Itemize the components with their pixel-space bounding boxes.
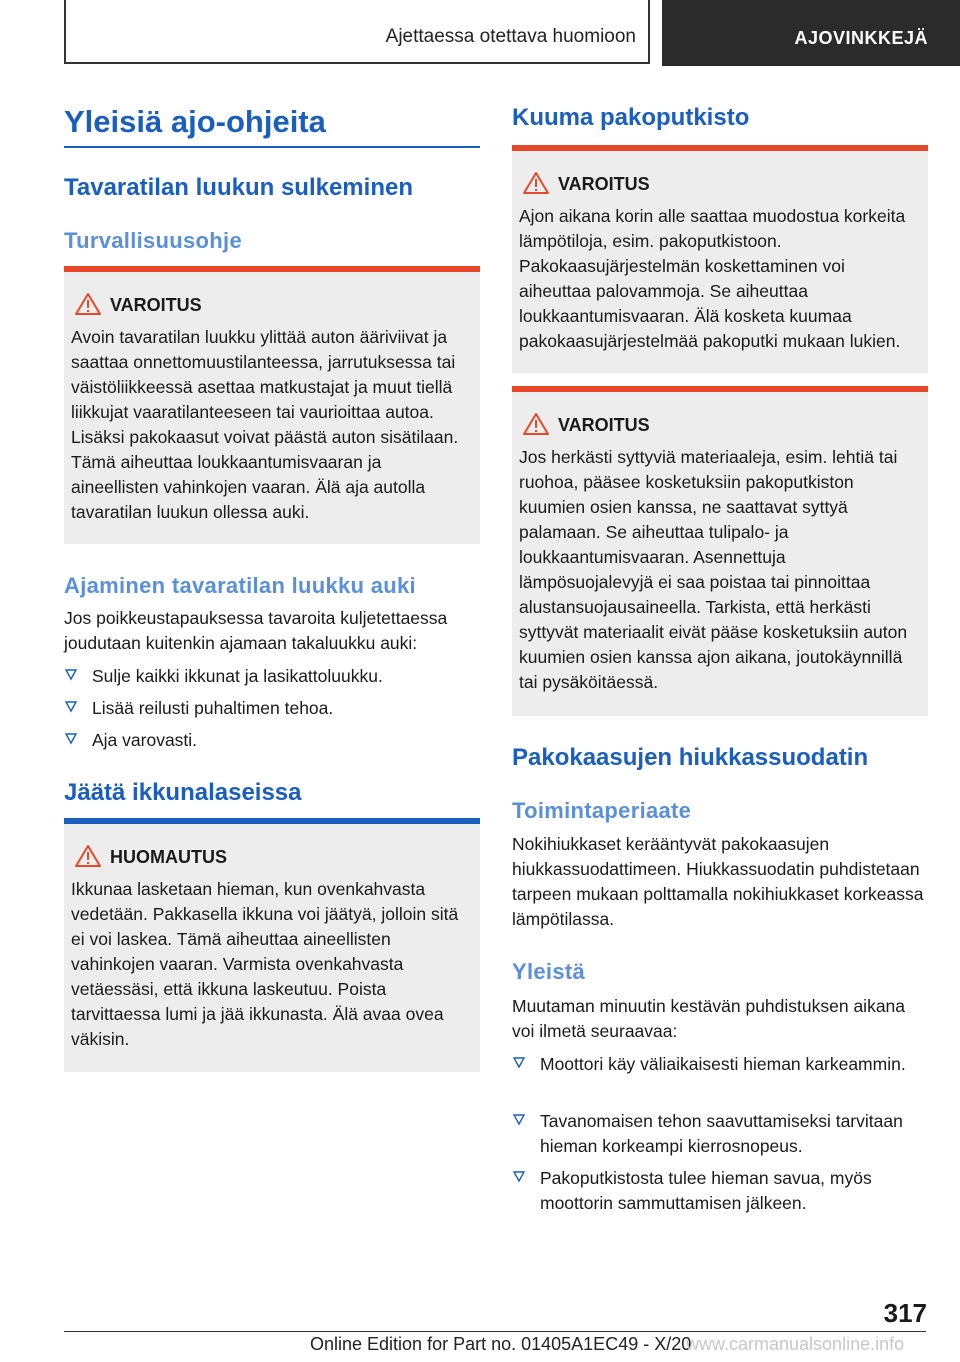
warning-triangle-icon	[74, 292, 102, 316]
triangle-bullet-icon	[512, 1055, 526, 1069]
triangle-bullet-icon	[64, 699, 78, 713]
footer-watermark[interactable]: www.carmanualsonline.info	[686, 1334, 905, 1354]
chapter-title: Ajettaessa otettava huomioon	[385, 26, 636, 47]
open-tailgate-intro: Jos poikkeustapauksessa tavaroita kuljetettaessa joudutaan kuitenkin ajamaan takaluukku auki:	[64, 608, 448, 653]
triangle-bullet-icon	[64, 731, 78, 745]
triangle-bullet-icon	[64, 667, 78, 681]
page-heading: Yleisiä ajo-ohjeita	[64, 104, 326, 139]
notice-bar	[64, 818, 480, 824]
list-item-text: Lisää reilusti puhaltimen tehoa.	[92, 698, 334, 718]
warning-triangle-icon	[522, 412, 550, 436]
section-tab[interactable]	[662, 0, 960, 66]
exhaust-heading: Kuuma pakoputkisto	[512, 104, 750, 131]
warning-title: VAROITUS	[558, 174, 650, 194]
heading-rule	[64, 146, 480, 148]
list-item	[64, 664, 480, 690]
triangle-bullet-icon	[512, 1169, 526, 1183]
footer-rule	[64, 1331, 926, 1332]
open-tailgate-subheading: Ajaminen tavaratilan luukku auki	[64, 573, 416, 598]
tailgate-heading: Tavaratilan luukun sulkeminen	[64, 174, 413, 201]
warning-bar	[64, 266, 480, 272]
page-number: 317	[883, 1298, 927, 1328]
warning-callout-exhaust	[512, 145, 928, 373]
footer-edition: Online Edition for Part no. 01405A1EC49 - X/20	[310, 1334, 692, 1354]
principle-text: Nokihiukkaset kerääntyvät pakokaasujen hiukkassuodattimeen. Hiukkassuodatin puhdistetaan tarpeen mukaan polttamalla nokihiukkaset korkeassa lämpötilassa.	[512, 834, 924, 929]
warning-text: Jos herkästi syttyviä materiaaleja, esim. lehtiä tai ruohoa, pääsee kosketuksiin pakoputkiston kuumien osien kanssa, ne saattavat syttyä palamaan. Se aiheuttaa tulipalo- ja loukkaantumisvaaran. Asennettuja lämpösuojalevyjä ei saa poistaa tai pinnoittaa alustansuojausaineella. Tarkista, että herkästi syttyvät materiaalit eivät pääse kosketuksiin auton kuumien osien kanssa ajon aikana, joutokäynnillä tai pysäköitäessä.	[519, 447, 908, 692]
list-item	[512, 1052, 928, 1104]
general-text: Muutaman minuutin kestävän puhdistuksen aikana voi ilmetä seuraavaa:	[512, 996, 906, 1041]
notice-title: HUOMAUTUS	[110, 847, 227, 867]
safety-subheading: Turvallisuusohje	[64, 228, 242, 253]
list-item-text: Pakoputkistosta tulee hieman savua, myös moottorin sammuttamisen jälkeen.	[540, 1168, 872, 1213]
warning-title: VAROITUS	[110, 295, 202, 315]
triangle-bullet-icon	[512, 1112, 526, 1126]
warning-triangle-icon	[74, 844, 102, 868]
warning-triangle-icon	[522, 171, 550, 195]
section-tab-label: AJOVINKKEJÄ	[794, 28, 928, 48]
notice-callout-ice	[64, 818, 480, 1072]
general-subheading: Yleistä	[512, 959, 586, 984]
warning-bar	[512, 145, 928, 151]
particle-filter-heading: Pakokaasujen hiukkassuodatin	[512, 744, 869, 771]
warning-title: VAROITUS	[558, 415, 650, 435]
notice-text: Ikkunaa lasketaan hieman, kun ovenkahvasta vedetään. Pakkasella ikkuna voi jäätyä, jolloin sitä ei voi laskea. Tämä aiheuttaa aineellisten vahinkojen vaaran. Varmista ovenkahvasta vetäessäsi, että ikkuna laskeutuu. Poista tarvittaessa lumi ja jää ikkunasta. Älä avaa ovea väkisin.	[71, 879, 459, 1049]
list-item-text: Aja varovasti.	[92, 730, 198, 750]
list-item	[64, 696, 480, 722]
warning-bar	[512, 386, 928, 392]
ice-heading: Jäätä ikkunalaseissa	[64, 779, 302, 806]
principle-subheading: Toimintaperiaate	[512, 798, 692, 823]
list-item	[64, 728, 480, 754]
warning-text: Ajon aikana korin alle saattaa muodostua korkeita lämpötiloja, esim. pakoputkistoon. Pakokaasujärjestelmän koskettaminen voi aiheuttaa palovammoja. Se aiheuttaa loukkaantumisvaaran. Älä kosketa kuumaa pakokaasujärjestelmää pakoputki mukaan lukien.	[519, 206, 906, 351]
list-item-text: Moottori käy väliaikaisesti hieman karkeammin.	[540, 1054, 906, 1074]
list-item-text: Tavanomaisen tehon saavuttamiseksi tarvitaan hieman korkeampi kierrosnopeus.	[540, 1111, 903, 1156]
warning-callout-flammable	[512, 386, 928, 716]
list-item-text: Sulje kaikki ikkunat ja lasikattoluukku.	[92, 666, 383, 686]
list-item	[512, 1166, 928, 1218]
warning-callout-tailgate	[64, 266, 480, 544]
list-item	[512, 1109, 928, 1161]
warning-text: Avoin tavaratilan luukku ylittää auton ääriviivat ja saattaa onnettomuustilanteessa, jarrutuksessa tai väistöliikkeessä asettaa matkustajat ja muut tiellä liikkujat vaaratilanteeseen tai vaurioittaa autoa. Lisäksi pakokaasut voivat päästä auton sisätilaan. Tämä aiheuttaa loukkaantumisvaaran ja aineellisten vahinkojen vaaran. Älä aja autolla tavaratilan luukun ollessa auki.	[71, 327, 459, 522]
